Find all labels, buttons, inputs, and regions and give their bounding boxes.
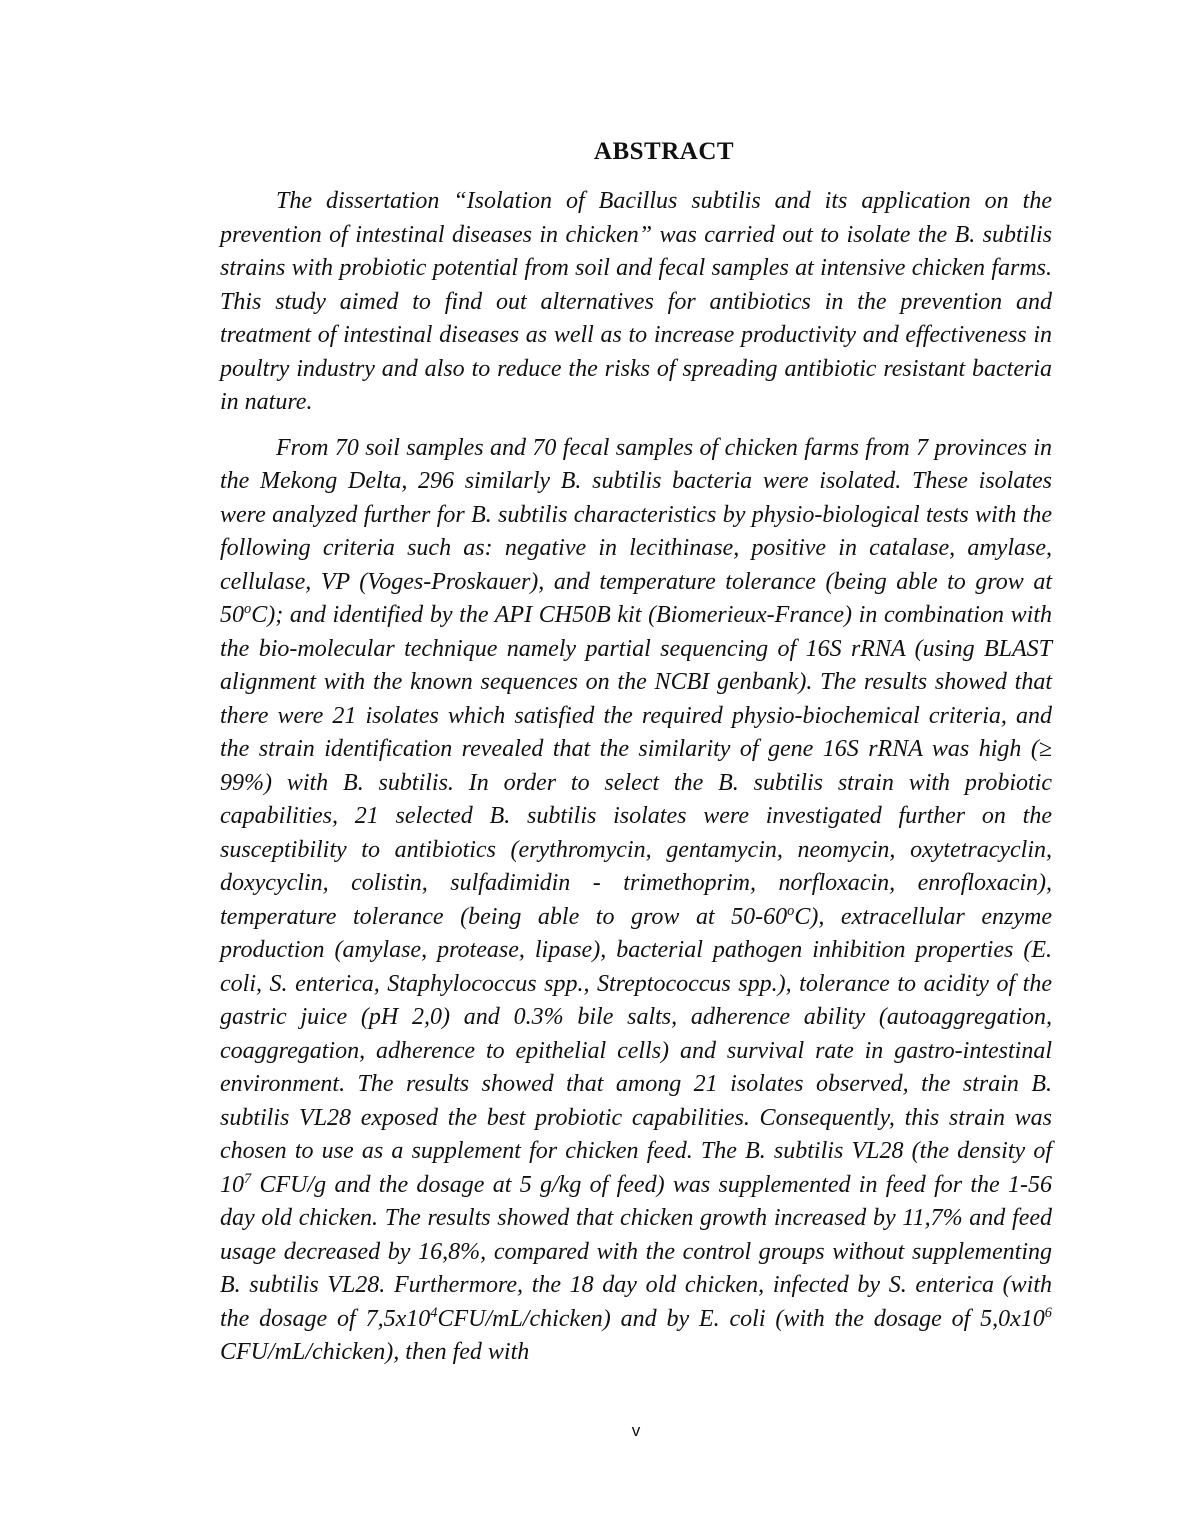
exponent-superscript: 6 bbox=[1044, 1304, 1052, 1321]
degree-superscript: o bbox=[244, 601, 252, 617]
exponent-superscript: 4 bbox=[430, 1304, 438, 1321]
paragraph-2-text: C), extracellular enzyme production (amylase, protease, lipase), bacterial pathogen inhibition properties (E. coli, S. enterica, Staphylococcus spp., Streptococcus spp.), tolerance to acidity of the gastric juice (pH 2,0) and 0.3% bile salts, adherence ability (autoaggregation, coaggregation, adherence to epithelial cells) and survival rate in gastro-intestinal environment. The results showed that among 21 isolates observed, the strain B. subtilis VL28 exposed the best probiotic capabilities. Consequently, this strain was chosen to use as a supplement for chicken feed. The B. subtilis VL28 (the density of 10 bbox=[220, 903, 1053, 1198]
paragraph-2-text: CFU/mL/chicken), then fed with bbox=[220, 1339, 530, 1365]
abstract-paragraph-2 bbox=[220, 432, 1052, 1370]
paragraph-2-text: From 70 soil samples and 70 fecal samples of chicken farms from 7 provinces in the Mekong Delta, 296 similarly B. subtilis bacteria were isolated. These isolates were analyzed further for B. subtilis characteristics by physio-biological tests with the following criteria such as: negative in lecithinase, positive in catalase, amylase, cellulase, VP (Voges-Proskauer), and temperature tolerance (being able to grow at 50 bbox=[220, 434, 1052, 628]
paragraph-2-text: CFU/mL/chicken) and by E. coli (with the dosage of 5,0x10 bbox=[437, 1305, 1045, 1332]
abstract-heading: ABSTRACT bbox=[593, 138, 735, 165]
exponent-superscript: 7 bbox=[244, 1170, 252, 1187]
abstract-paragraph-1: The dissertation “Isolation of Bacillus subtilis and its application on the prevention of intestinal diseases in chicken” was carried out to isolate the B. subtilis strains with probiotic potential from soil and fecal samples at intensive chicken farms. This study aimed to find out alternatives for antibiotics in the prevention and treatment of intestinal diseases as well as to increase productivity and effectiveness in poultry industry and also to reduce the risks of spreading antibiotic resistant bacteria in nature. bbox=[220, 188, 1052, 415]
page-number: v bbox=[631, 1421, 641, 1440]
paragraph-2-text: CFU/g and the dosage at 5 g/kg of feed) was supplemented in feed for the 1-56 day old chicken. The results showed that chicken growth increased by 11,7% and feed usage decreased by 16,8%, compared with the control groups without supplementing B. subtilis VL28. Furthermore, the 18 day old chicken, infected by S. enterica (with the dosage of 7,5x10 bbox=[220, 1171, 1052, 1332]
paragraph-2-text: C); and identified by the API CH50B kit (Biomerieux-France) in combination with the bio-molecular technique namely partial sequencing of 16S rRNA (using BLAST alignment with the known sequences on the NCBI genbank). The results showed that there were 21 isolates which satisfied the required physio-biochemical criteria, and the strain identification revealed that the similarity of gene 16S rRNA was high (≥ 99%) with B. subtilis. In order to select the B. subtilis strain with probiotic capabilities, 21 selected B. subtilis isolates were investigated further on the susceptibility to antibiotics (erythromycin, gentamycin, neomycin, oxytetracyclin, doxycyclin, colistin, sulfadimidin - trimethoprim, norfloxacin, enrofloxacin), temperature tolerance (being able to grow at 50-60 bbox=[220, 602, 1052, 930]
degree-superscript: o bbox=[787, 902, 795, 919]
abstract-body bbox=[220, 185, 1052, 1370]
